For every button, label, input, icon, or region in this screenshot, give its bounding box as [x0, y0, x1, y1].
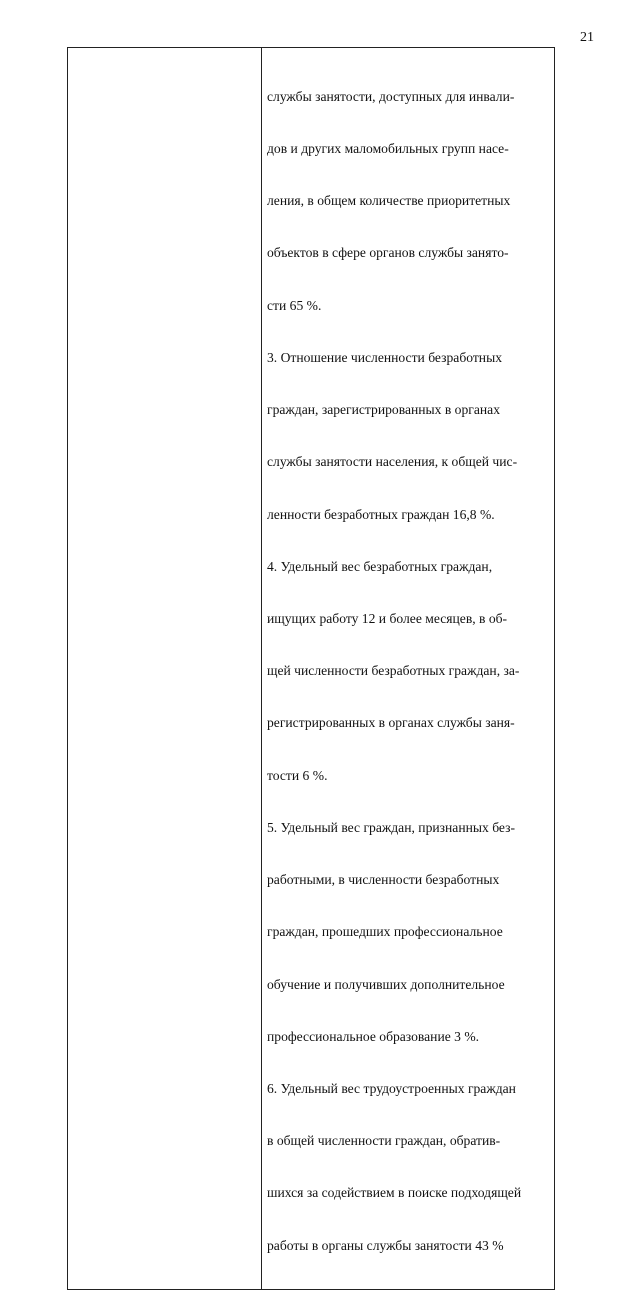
text-line: сти 65 %. — [267, 297, 322, 313]
text-line: 6. Удельный вес трудоустроенных граждан — [267, 1080, 516, 1096]
text-line: регистрированных в органах службы заня- — [267, 715, 515, 731]
text-line: службы занятости, доступных для инвали- — [267, 88, 515, 104]
text-line: 3. Отношение численности безработных — [267, 349, 503, 365]
text-line: граждан, зарегистрированных в органах — [267, 402, 500, 418]
text-line: обучение и получивших дополнительное — [267, 976, 505, 992]
text-line: 5. Удельный вес граждан, признанных без- — [267, 819, 516, 835]
text-line: ленности безработных граждан 16,8 %. — [267, 506, 495, 522]
text-line: работными, в численности безработных — [267, 872, 500, 888]
indicators-text — [267, 53, 552, 1289]
indicators-table — [67, 47, 555, 1290]
text-line: в общей численности граждан, обратив- — [267, 1133, 501, 1149]
text-line: шихся за содействием в поиске подходящей — [267, 1185, 522, 1201]
table-cell-left — [68, 48, 262, 1290]
text-line: службы занятости населения, к общей чис- — [267, 454, 518, 470]
text-line: профессиональное образование 3 %. — [267, 1028, 480, 1044]
text-line: 4. Удельный вес безработных граждан, — [267, 558, 493, 574]
text-line: граждан, прошедших профессиональное — [267, 924, 503, 940]
text-line: ления, в общем количестве приоритетных — [267, 193, 511, 209]
text-line: ищущих работу 12 и более месяцев, в об- — [267, 611, 508, 626]
text-line: объектов в сфере органов службы занято- — [267, 245, 509, 261]
text-line: работы в органы службы занятости 43 % — [267, 1237, 504, 1253]
table-row — [68, 48, 555, 1290]
text-line: тости 6 %. — [267, 767, 328, 783]
text-line: дов и других маломобильных групп насе- — [267, 141, 509, 157]
page-number: 21 — [580, 30, 594, 45]
table-cell-right — [262, 48, 555, 1290]
text-line: щей численности безработных граждан, за- — [267, 663, 520, 679]
